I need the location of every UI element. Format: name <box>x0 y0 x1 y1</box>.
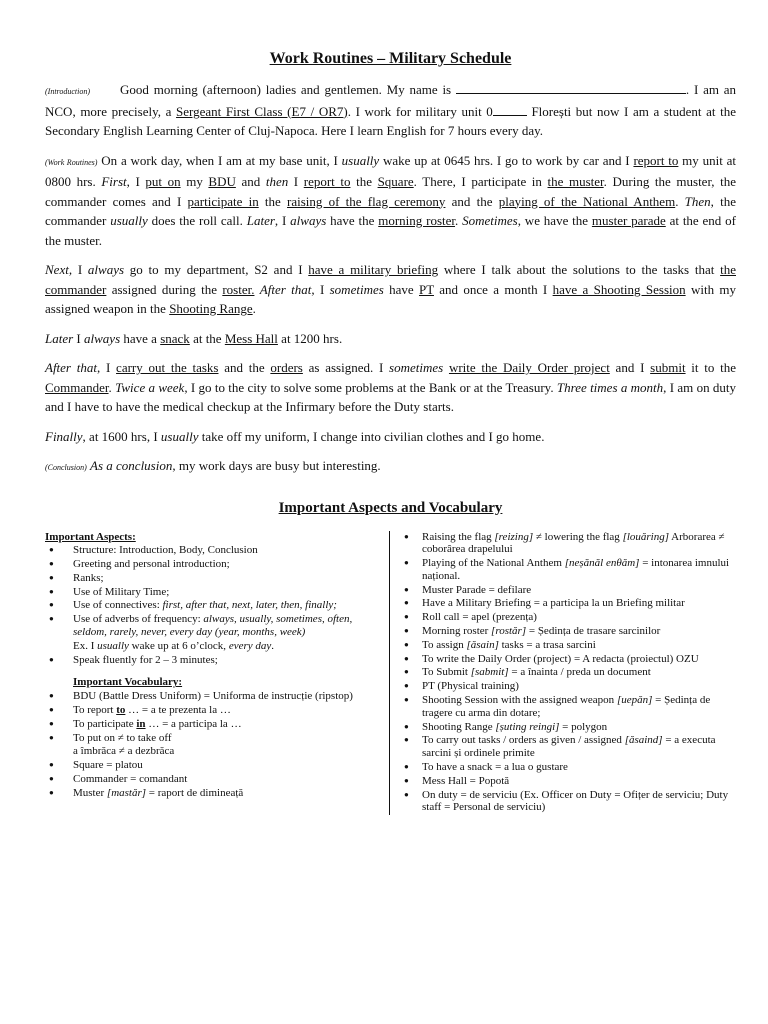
text-run: wake up at 0645 hrs. I go to work by car and I <box>379 152 634 168</box>
italic-term: always <box>84 330 121 346</box>
underlined-term: roster. <box>222 281 255 297</box>
underlined-term: to <box>116 704 126 717</box>
text-run: , we have the <box>517 213 592 228</box>
text-run: , at 1600 hrs, I <box>82 428 161 444</box>
text-run: , I <box>274 213 291 228</box>
text-run: To put on ≠ to take off <box>73 731 172 744</box>
italic-term: [reizing] <box>494 530 534 543</box>
underlined-term: in <box>136 717 146 730</box>
text-run: = a înainta / preda un document <box>508 666 651 679</box>
italic-term: After that <box>45 360 97 375</box>
list-item <box>402 789 736 815</box>
text-run: my unit at 0800 hrs. <box>45 152 736 189</box>
text-run: Speak fluently for 2 – 3 minutes; <box>73 653 218 666</box>
underlined-term: participate in <box>187 193 259 209</box>
italic-term: Finally <box>45 428 83 444</box>
list-item <box>402 680 736 693</box>
underlined-term: muster parade <box>591 213 666 228</box>
text-run: as assigned. I <box>302 360 390 375</box>
vocab-left-list <box>45 690 379 799</box>
text-run: Shooting Range <box>422 720 496 733</box>
underlined-term: have a military briefing <box>308 262 439 277</box>
list-item <box>402 734 736 760</box>
list-item <box>402 597 736 610</box>
text-run: Commander = comandant <box>73 773 188 786</box>
text-run: … = a participa la … <box>145 717 242 730</box>
list-item <box>45 690 379 703</box>
underlined-term: report to <box>633 152 679 168</box>
underlined-term: write the Daily Order project <box>448 360 610 375</box>
text-run: a îmbrăca ≠ a dezbrăca <box>73 745 175 758</box>
italic-term: Later <box>45 330 74 346</box>
text-run: On a work day, when I am at my base unit, I <box>97 152 342 168</box>
list-item <box>45 544 379 557</box>
text-run: at the <box>189 330 225 346</box>
italic-term: [șuting reingi] <box>495 720 560 733</box>
underlined-term: put on <box>145 174 181 189</box>
text-run: To carry out tasks / orders as given / assigned <box>422 734 625 747</box>
text-run: . <box>455 213 463 228</box>
aspects-list <box>45 544 379 666</box>
underlined-term: carry out the tasks <box>116 360 219 375</box>
work-tag: (Work Routines) <box>45 157 98 167</box>
italic-term: Then <box>684 193 711 209</box>
underlined-term: Commander <box>45 379 109 395</box>
finally-paragraph <box>45 427 736 447</box>
intro-unit: . I work for military unit 0 <box>347 103 493 119</box>
list-item <box>45 599 379 612</box>
text-run: , my work days are busy but interesting. <box>172 458 381 473</box>
underlined-term: raising of the flag ceremony <box>287 193 446 209</box>
page-title: Work Routines – Military Schedule <box>269 50 512 67</box>
text-run: ≠ lowering the flag <box>533 530 623 543</box>
text-run: Use of Military Time; <box>73 585 170 598</box>
italic-term: usually <box>160 428 199 444</box>
italic-term: [uepăn] <box>616 694 653 707</box>
text-run: . <box>271 639 275 652</box>
aspects-heading: Important Aspects: <box>45 530 136 543</box>
italic-term: Three times a month <box>556 379 664 395</box>
italic-term: [rostăr] <box>491 625 527 638</box>
list-item <box>45 586 379 599</box>
text-run: BDU (Battle Dress Uniform) = Uniforma de instrucție (ripstop) <box>73 690 353 703</box>
text-run: , I go to the city to solve some problems at the Bank or at the Treasury. <box>184 379 557 395</box>
name-blank <box>456 83 686 94</box>
list-item <box>45 654 379 667</box>
text-run: I <box>288 174 304 189</box>
underlined-term: the commander <box>45 262 736 297</box>
list-item <box>402 721 736 734</box>
text-run: Roll call = apel (prezența) <box>422 611 537 624</box>
text-run: = Ședința de tragere cu arma din dotare; <box>422 694 711 719</box>
text-run: . <box>675 193 685 209</box>
list-item <box>45 787 379 800</box>
text-run: Ex. I <box>73 639 98 652</box>
intro-greeting: Good morning (afternoon) ladies and gentlemen. My name is <box>120 82 452 97</box>
italic-term: After that <box>259 281 312 297</box>
underlined-term: morning roster <box>378 213 456 228</box>
text-run: Shooting Session with the assigned weapon <box>422 694 617 707</box>
text-run: Structure: Introduction, Body, Conclusion <box>73 544 258 557</box>
right-column <box>389 531 736 816</box>
text-run: and I <box>609 360 651 375</box>
text-run: with my assigned weapon in the <box>45 281 737 316</box>
list-item <box>402 584 736 597</box>
list-item <box>402 611 736 624</box>
text-run: Mess Hall = Popotă <box>422 774 510 787</box>
text-run: , I <box>311 281 330 297</box>
list-item <box>402 761 736 774</box>
list-item <box>402 557 736 583</box>
list-item <box>402 666 736 679</box>
underlined-term: Shooting Range <box>169 301 253 316</box>
italic-term: [neșănăl enθăm] <box>564 557 640 570</box>
text-run: = a executa sarcini și ordinele primite <box>422 734 716 760</box>
list-item <box>402 694 736 720</box>
italic-term: always <box>290 213 327 228</box>
list-item <box>45 745 379 758</box>
text-run: To report <box>73 704 117 717</box>
text-run: Muster Parade = defilare <box>422 583 532 596</box>
intro-rank: Sergeant First Class (E7 / OR7) <box>176 103 348 119</box>
text-run: have the <box>326 213 379 228</box>
vocab-title: Important Aspects and Vocabulary <box>278 499 503 516</box>
text-run: and the <box>445 193 499 209</box>
text-run: To participate <box>73 717 137 730</box>
vocab-columns <box>45 531 736 816</box>
list-item <box>402 639 736 652</box>
text-run: I <box>73 330 85 346</box>
underlined-term: submit <box>650 360 686 375</box>
text-run: To Submit <box>422 666 471 679</box>
underlined-term: snack <box>160 330 190 346</box>
list-item <box>45 704 379 717</box>
text-run: and <box>235 174 266 189</box>
list-item <box>45 572 379 585</box>
list-item <box>402 531 736 557</box>
italic-term: [louăring] <box>622 530 670 543</box>
list-item <box>45 640 379 653</box>
text-run: To assign <box>422 638 467 651</box>
conclusion-paragraph <box>45 456 736 478</box>
underlined-term: report to <box>303 174 351 189</box>
underlined-term: Mess Hall <box>224 330 278 346</box>
text-run: . <box>252 301 256 316</box>
italic-term: Next, <box>45 262 73 277</box>
italic-term: [ăsain] <box>466 638 499 651</box>
italic-term: usually <box>97 639 129 652</box>
text-run: … = a te prezenta la … <box>125 704 231 717</box>
underlined-term: playing of the National Anthem <box>498 193 676 209</box>
text-run: and once a month I <box>433 281 553 297</box>
unit-blank <box>493 105 527 116</box>
list-item <box>45 732 379 745</box>
text-run: Morning roster <box>422 625 492 638</box>
work-routines-paragraph <box>45 151 736 251</box>
conclusion-tag: (Conclusion) <box>45 463 87 472</box>
text-run: it to the <box>685 360 737 375</box>
work-routines-text <box>45 153 736 248</box>
text-run: have <box>383 281 420 297</box>
text-run: , I am on duty and I have to have the medical checkup at the Infirmary before the Duty starts. <box>45 379 737 414</box>
text-run: Muster <box>73 786 107 799</box>
text-run: I <box>72 262 88 277</box>
text-run: . During the muster, the commander comes and I <box>45 174 736 209</box>
italic-term: first, after that, next, later, then, finally; <box>162 599 337 612</box>
text-run: Arborarea ≠ coborârea drapelului <box>422 530 725 556</box>
underlined-term: orders <box>270 360 303 375</box>
text-run: PT (Physical training) <box>422 680 519 693</box>
list-item <box>402 653 736 666</box>
text-run: Raising the flag <box>422 530 495 543</box>
text-run: take off my uniform, I change into civilian clothes and I go home. <box>198 428 545 444</box>
text-run: where I talk about the solutions to the tasks that <box>438 262 721 277</box>
text-run: at 1200 hrs. <box>277 330 343 346</box>
text-run: does the roll call. <box>147 213 247 228</box>
italic-term: always, usually, sometimes, often, seldom, rarely, never, every day (year, months, week) <box>73 613 353 639</box>
text-run: Greeting and personal introduction; <box>73 558 230 571</box>
italic-term: [sabmit] <box>470 666 509 679</box>
department-paragraph <box>45 260 736 319</box>
italic-term: every day <box>228 639 272 652</box>
italic-term: usually <box>110 213 148 228</box>
text-run: Use of connectives: <box>73 599 163 612</box>
text-run: go to my department, S2 and I <box>124 262 309 277</box>
text-run: = polygon <box>559 720 608 733</box>
italic-term: First <box>101 174 127 189</box>
italic-term: sometimes <box>389 360 444 375</box>
underlined-term: PT <box>419 281 434 297</box>
text-run: , the commander <box>45 193 737 228</box>
vocab-heading: Important Vocabulary: <box>73 676 183 689</box>
afternoon-paragraph <box>45 358 736 417</box>
text-run: , I <box>126 174 146 189</box>
italic-term: Later <box>246 213 275 228</box>
text-run: tasks = a trasa sarcini <box>498 638 596 651</box>
conclusion-text <box>87 458 381 473</box>
italic-term: Twice a week <box>115 379 185 395</box>
underlined-term: have a Shooting Session <box>552 281 686 297</box>
text-run: assigned during the <box>106 281 223 297</box>
text-run: Use of adverbs of frequency: <box>73 613 204 626</box>
italic-term: then <box>265 174 289 189</box>
list-item <box>45 558 379 571</box>
underlined-term: the muster <box>547 174 604 189</box>
intro-student: Florești but now I am a student at the Secondary English Learning Center of Cluj-Napoca. Here I learn English for 7 hours every day. <box>45 103 736 138</box>
italic-term: sometimes <box>329 281 384 297</box>
list-item <box>45 773 379 786</box>
vocab-right-list <box>402 531 736 815</box>
lunch-paragraph <box>45 329 736 349</box>
italic-term: Sometimes <box>462 213 518 228</box>
intro-nco: . I am an NCO, more precisely, a <box>45 82 737 119</box>
text-run: at the end of the muster. <box>45 213 736 248</box>
italic-term: [ăsaind] <box>624 734 663 747</box>
list-item <box>45 759 379 772</box>
left-column <box>45 531 389 816</box>
text-run: the <box>350 174 378 189</box>
text-run: my <box>180 174 209 189</box>
text-run: the <box>258 193 288 209</box>
text-run: . <box>108 379 116 395</box>
text-run: Playing of the National Anthem <box>422 557 565 570</box>
text-run: Ranks; <box>73 571 104 584</box>
intro-paragraph <box>45 80 736 141</box>
text-run: = intonarea imnului național. <box>422 557 730 582</box>
underlined-term: Square <box>377 174 414 189</box>
intro-tag: (Introduction) <box>45 87 91 96</box>
text-run: = Ședința de trasare sarcinilor <box>526 625 661 638</box>
underlined-term: BDU <box>208 174 236 189</box>
text-run: and the <box>218 360 271 375</box>
text-run: To have a snack = a lua o gustare <box>422 761 568 774</box>
list-item <box>402 775 736 788</box>
list-item <box>402 625 736 638</box>
list-item <box>45 613 379 639</box>
text-run: On duty = de serviciu (Ex. Officer on Duty = Ofițer de serviciu; Duty staff = Personal de serviciu) <box>422 788 729 814</box>
text-run: . There, I participate in <box>413 174 548 189</box>
italic-term: usually <box>341 152 380 168</box>
list-item <box>45 718 379 731</box>
text-run: wake up at 6 o’clock, <box>128 639 229 652</box>
italic-term: As a conclusion <box>90 458 173 473</box>
text-run: = raport de dimineață <box>146 786 244 799</box>
text-run: have a <box>120 330 161 346</box>
italic-term: always <box>87 262 125 277</box>
text-run: , I <box>96 360 117 375</box>
text-run: Have a Military Briefing = a participa la un Briefing militar <box>422 597 685 610</box>
indent-space <box>90 84 120 94</box>
italic-term: [mastăr] <box>106 786 147 799</box>
text-run: To write the Daily Order (project) = A redacta (proiectul) OZU <box>422 652 699 665</box>
text-run: Square = platou <box>73 759 143 772</box>
